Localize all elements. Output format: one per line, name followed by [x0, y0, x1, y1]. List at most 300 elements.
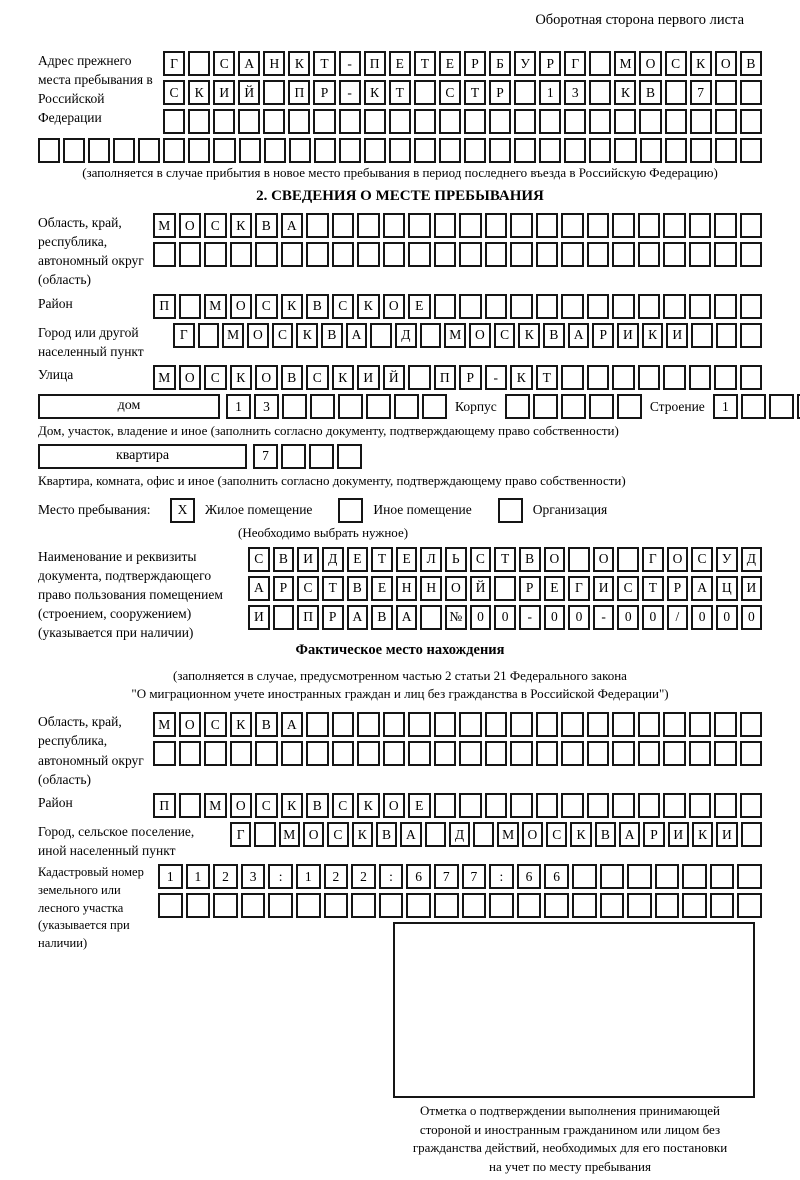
char-cell[interactable]: Н [263, 51, 285, 76]
char-cell[interactable]: Н [420, 576, 442, 601]
char-cell[interactable] [561, 394, 586, 419]
char-cell[interactable]: И [668, 822, 689, 847]
char-cell[interactable] [612, 712, 635, 737]
char-cell[interactable] [339, 109, 361, 134]
char-cell[interactable] [638, 213, 661, 238]
char-cell[interactable] [714, 712, 737, 737]
char-cell[interactable]: Д [322, 547, 344, 572]
char-cell[interactable] [740, 242, 763, 267]
char-cell[interactable] [682, 864, 707, 889]
char-cell[interactable] [485, 712, 508, 737]
char-cell[interactable] [434, 294, 457, 319]
char-cell[interactable] [689, 213, 712, 238]
char-cell[interactable]: О [639, 51, 661, 76]
char-cell[interactable] [188, 138, 210, 163]
char-cell[interactable] [383, 712, 406, 737]
char-cell[interactable]: - [339, 80, 361, 105]
char-cell[interactable] [715, 109, 737, 134]
char-cell[interactable] [689, 712, 712, 737]
char-cell[interactable]: М [614, 51, 636, 76]
char-cell[interactable] [689, 365, 712, 390]
char-cell[interactable]: А [238, 51, 260, 76]
char-cell[interactable] [710, 864, 735, 889]
char-cell[interactable] [612, 365, 635, 390]
char-cell[interactable] [383, 741, 406, 766]
char-cell[interactable] [485, 213, 508, 238]
char-cell[interactable]: У [514, 51, 536, 76]
char-cell[interactable]: С [327, 822, 348, 847]
char-cell[interactable] [186, 893, 211, 918]
char-cell[interactable] [663, 365, 686, 390]
char-cell[interactable] [153, 741, 176, 766]
char-cell[interactable]: Р [464, 51, 486, 76]
char-cell[interactable] [600, 893, 625, 918]
char-cell[interactable]: Г [642, 547, 664, 572]
char-cell[interactable]: Е [347, 547, 369, 572]
char-cell[interactable] [639, 109, 661, 134]
char-cell[interactable] [332, 712, 355, 737]
char-cell[interactable]: К [518, 323, 540, 348]
char-cell[interactable] [241, 893, 266, 918]
char-cell[interactable]: 0 [716, 605, 738, 630]
char-cell[interactable] [425, 822, 446, 847]
char-cell[interactable] [263, 80, 285, 105]
char-cell[interactable]: Р [322, 605, 344, 630]
char-cell[interactable]: И [213, 80, 235, 105]
char-cell[interactable] [690, 138, 712, 163]
char-cell[interactable] [255, 242, 278, 267]
char-cell[interactable] [306, 741, 329, 766]
char-cell[interactable]: В [519, 547, 541, 572]
char-cell[interactable]: С [332, 294, 355, 319]
char-cell[interactable]: А [346, 323, 368, 348]
char-cell[interactable] [587, 242, 610, 267]
char-cell[interactable]: 6 [406, 864, 431, 889]
char-cell[interactable] [163, 109, 185, 134]
char-cell[interactable] [332, 213, 355, 238]
char-cell[interactable]: И [593, 576, 615, 601]
char-cell[interactable] [561, 793, 584, 818]
char-cell[interactable]: : [268, 864, 293, 889]
char-cell[interactable] [230, 741, 253, 766]
char-cell[interactable]: Е [408, 793, 431, 818]
char-cell[interactable]: О [469, 323, 491, 348]
char-cell[interactable]: К [296, 323, 318, 348]
char-cell[interactable]: К [230, 213, 253, 238]
char-cell[interactable]: С [665, 51, 687, 76]
char-cell[interactable]: Д [741, 547, 763, 572]
char-cell[interactable] [422, 394, 447, 419]
char-cell[interactable] [572, 893, 597, 918]
char-cell[interactable]: - [519, 605, 541, 630]
char-cell[interactable] [408, 741, 431, 766]
char-cell[interactable]: К [188, 80, 210, 105]
char-cell[interactable]: 6 [544, 864, 569, 889]
char-cell[interactable]: № [445, 605, 467, 630]
char-cell[interactable] [289, 138, 311, 163]
char-cell[interactable] [710, 893, 735, 918]
char-cell[interactable] [63, 138, 85, 163]
char-cell[interactable]: А [400, 822, 421, 847]
char-cell[interactable]: Г [564, 51, 586, 76]
char-cell[interactable] [464, 109, 486, 134]
char-cell[interactable] [434, 213, 457, 238]
char-cell[interactable] [238, 109, 260, 134]
char-cell[interactable] [589, 80, 611, 105]
char-cell[interactable] [366, 394, 391, 419]
char-cell[interactable]: О [179, 213, 202, 238]
char-cell[interactable]: Р [519, 576, 541, 601]
char-cell[interactable]: 1 [713, 394, 738, 419]
char-cell[interactable] [714, 213, 737, 238]
char-cell[interactable]: К [281, 294, 304, 319]
char-cell[interactable] [485, 793, 508, 818]
char-cell[interactable]: : [379, 864, 404, 889]
char-cell[interactable]: Т [464, 80, 486, 105]
char-cell[interactable]: П [364, 51, 386, 76]
char-cell[interactable]: 0 [568, 605, 590, 630]
char-cell[interactable] [408, 365, 431, 390]
char-cell[interactable] [179, 741, 202, 766]
char-cell[interactable] [740, 365, 763, 390]
char-cell[interactable] [254, 822, 275, 847]
char-cell[interactable]: 0 [741, 605, 763, 630]
char-cell[interactable]: 0 [494, 605, 516, 630]
char-cell[interactable]: В [543, 323, 565, 348]
char-cell[interactable] [663, 294, 686, 319]
char-cell[interactable] [357, 712, 380, 737]
char-cell[interactable] [379, 893, 404, 918]
char-cell[interactable] [389, 109, 411, 134]
char-cell[interactable] [406, 893, 431, 918]
char-cell[interactable] [587, 741, 610, 766]
char-cell[interactable] [153, 242, 176, 267]
char-cell[interactable]: С [204, 712, 227, 737]
char-cell[interactable] [179, 242, 202, 267]
char-cell[interactable]: В [347, 576, 369, 601]
char-cell[interactable] [38, 138, 60, 163]
char-cell[interactable] [510, 741, 533, 766]
char-cell[interactable]: Г [230, 822, 251, 847]
char-cell[interactable] [587, 365, 610, 390]
checkbox-organizatsiya[interactable] [498, 498, 523, 523]
char-cell[interactable]: Г [568, 576, 590, 601]
char-cell[interactable] [514, 109, 536, 134]
char-cell[interactable]: Д [449, 822, 470, 847]
char-cell[interactable]: Г [163, 51, 185, 76]
char-cell[interactable]: К [614, 80, 636, 105]
char-cell[interactable]: 1 [186, 864, 211, 889]
char-cell[interactable]: 2 [351, 864, 376, 889]
char-cell[interactable] [357, 242, 380, 267]
char-cell[interactable] [689, 242, 712, 267]
char-cell[interactable] [564, 109, 586, 134]
char-cell[interactable] [638, 365, 661, 390]
char-cell[interactable] [689, 741, 712, 766]
char-cell[interactable]: Г [173, 323, 195, 348]
char-cell[interactable]: 6 [517, 864, 542, 889]
char-cell[interactable] [332, 741, 355, 766]
char-cell[interactable] [510, 242, 533, 267]
char-cell[interactable]: К [332, 365, 355, 390]
char-cell[interactable]: Р [667, 576, 689, 601]
char-cell[interactable]: В [273, 547, 295, 572]
char-cell[interactable] [589, 138, 611, 163]
char-cell[interactable]: П [153, 793, 176, 818]
char-cell[interactable] [612, 793, 635, 818]
char-cell[interactable]: Р [459, 365, 482, 390]
char-cell[interactable]: О [179, 712, 202, 737]
char-cell[interactable] [268, 893, 293, 918]
char-cell[interactable]: О [303, 822, 324, 847]
char-cell[interactable]: 2 [324, 864, 349, 889]
char-cell[interactable] [714, 365, 737, 390]
char-cell[interactable]: Л [420, 547, 442, 572]
char-cell[interactable] [617, 547, 639, 572]
char-cell[interactable] [587, 712, 610, 737]
char-cell[interactable]: В [376, 822, 397, 847]
char-cell[interactable]: К [352, 822, 373, 847]
char-cell[interactable] [510, 294, 533, 319]
char-cell[interactable] [179, 793, 202, 818]
char-cell[interactable] [408, 242, 431, 267]
char-cell[interactable] [536, 294, 559, 319]
char-cell[interactable] [617, 394, 642, 419]
char-cell[interactable]: Т [313, 51, 335, 76]
char-cell[interactable] [715, 80, 737, 105]
char-cell[interactable] [740, 741, 763, 766]
char-cell[interactable]: Е [408, 294, 431, 319]
char-cell[interactable] [188, 109, 210, 134]
char-cell[interactable]: Н [396, 576, 418, 601]
char-cell[interactable]: 1 [226, 394, 251, 419]
char-cell[interactable]: С [255, 793, 278, 818]
char-cell[interactable]: Т [414, 51, 436, 76]
char-cell[interactable] [414, 138, 436, 163]
char-cell[interactable] [408, 213, 431, 238]
char-cell[interactable] [332, 242, 355, 267]
char-cell[interactable] [638, 294, 661, 319]
char-cell[interactable]: : [489, 864, 514, 889]
char-cell[interactable]: 3 [564, 80, 586, 105]
char-cell[interactable]: 0 [691, 605, 713, 630]
char-cell[interactable]: - [485, 365, 508, 390]
char-cell[interactable]: Е [371, 576, 393, 601]
char-cell[interactable]: Й [383, 365, 406, 390]
char-cell[interactable] [306, 242, 329, 267]
char-cell[interactable] [663, 242, 686, 267]
char-cell[interactable] [414, 80, 436, 105]
char-cell[interactable] [536, 741, 559, 766]
char-cell[interactable] [370, 323, 392, 348]
char-cell[interactable] [138, 138, 160, 163]
char-cell[interactable] [273, 605, 295, 630]
char-cell[interactable] [383, 213, 406, 238]
char-cell[interactable] [533, 394, 558, 419]
char-cell[interactable] [489, 138, 511, 163]
char-cell[interactable]: В [639, 80, 661, 105]
char-cell[interactable]: С [306, 365, 329, 390]
char-cell[interactable] [665, 109, 687, 134]
char-cell[interactable]: М [497, 822, 518, 847]
char-cell[interactable] [536, 793, 559, 818]
char-cell[interactable]: О [179, 365, 202, 390]
char-cell[interactable]: С [494, 323, 516, 348]
char-cell[interactable] [179, 294, 202, 319]
char-cell[interactable] [306, 213, 329, 238]
char-cell[interactable] [740, 213, 763, 238]
char-cell[interactable] [568, 547, 590, 572]
char-cell[interactable] [612, 213, 635, 238]
char-cell[interactable] [459, 213, 482, 238]
char-cell[interactable]: Т [494, 547, 516, 572]
char-cell[interactable]: А [619, 822, 640, 847]
char-cell[interactable] [462, 893, 487, 918]
char-cell[interactable] [665, 80, 687, 105]
char-cell[interactable]: / [667, 605, 689, 630]
char-cell[interactable]: В [306, 294, 329, 319]
char-cell[interactable] [434, 893, 459, 918]
char-cell[interactable]: Й [238, 80, 260, 105]
char-cell[interactable] [600, 864, 625, 889]
char-cell[interactable] [612, 242, 635, 267]
char-cell[interactable]: Е [439, 51, 461, 76]
char-cell[interactable] [296, 893, 321, 918]
char-cell[interactable] [655, 893, 680, 918]
char-cell[interactable] [324, 893, 349, 918]
char-cell[interactable] [536, 242, 559, 267]
char-cell[interactable]: И [357, 365, 380, 390]
char-cell[interactable] [489, 109, 511, 134]
char-cell[interactable]: Б [489, 51, 511, 76]
char-cell[interactable] [459, 294, 482, 319]
char-cell[interactable] [264, 138, 286, 163]
char-cell[interactable]: О [230, 294, 253, 319]
char-cell[interactable] [473, 822, 494, 847]
char-cell[interactable] [313, 109, 335, 134]
char-cell[interactable] [439, 109, 461, 134]
char-cell[interactable] [338, 394, 363, 419]
char-cell[interactable] [714, 741, 737, 766]
char-cell[interactable] [281, 242, 304, 267]
char-cell[interactable] [614, 138, 636, 163]
char-cell[interactable]: Т [389, 80, 411, 105]
char-cell[interactable] [741, 822, 762, 847]
char-cell[interactable] [434, 712, 457, 737]
char-cell[interactable]: И [248, 605, 270, 630]
char-cell[interactable]: К [510, 365, 533, 390]
char-cell[interactable]: С [617, 576, 639, 601]
char-cell[interactable]: - [593, 605, 615, 630]
char-cell[interactable]: М [204, 793, 227, 818]
char-cell[interactable]: С [332, 793, 355, 818]
char-cell[interactable] [689, 793, 712, 818]
char-cell[interactable] [627, 864, 652, 889]
char-cell[interactable]: В [595, 822, 616, 847]
char-cell[interactable]: О [383, 793, 406, 818]
char-cell[interactable] [434, 741, 457, 766]
char-cell[interactable] [716, 323, 738, 348]
char-cell[interactable]: К [357, 793, 380, 818]
char-cell[interactable]: П [297, 605, 319, 630]
char-cell[interactable]: С [297, 576, 319, 601]
char-cell[interactable]: С [691, 547, 713, 572]
char-cell[interactable]: И [741, 576, 763, 601]
char-cell[interactable]: К [288, 51, 310, 76]
char-cell[interactable] [638, 793, 661, 818]
char-cell[interactable] [282, 394, 307, 419]
char-cell[interactable]: Е [396, 547, 418, 572]
char-cell[interactable] [310, 394, 335, 419]
char-cell[interactable]: К [357, 294, 380, 319]
char-cell[interactable]: 7 [253, 444, 278, 469]
char-cell[interactable] [714, 294, 737, 319]
char-cell[interactable]: 7 [690, 80, 712, 105]
char-cell[interactable]: А [248, 576, 270, 601]
char-cell[interactable]: Е [544, 576, 566, 601]
char-cell[interactable]: 1 [158, 864, 183, 889]
char-cell[interactable] [614, 109, 636, 134]
char-cell[interactable] [213, 138, 235, 163]
char-cell[interactable] [459, 741, 482, 766]
char-cell[interactable] [408, 712, 431, 737]
char-cell[interactable] [314, 138, 336, 163]
char-cell[interactable]: О [445, 576, 467, 601]
char-cell[interactable]: А [281, 712, 304, 737]
char-cell[interactable] [389, 138, 411, 163]
char-cell[interactable]: 1 [296, 864, 321, 889]
char-cell[interactable] [485, 242, 508, 267]
char-cell[interactable]: П [288, 80, 310, 105]
char-cell[interactable]: С [163, 80, 185, 105]
char-cell[interactable] [741, 394, 766, 419]
char-cell[interactable] [690, 109, 712, 134]
char-cell[interactable]: О [544, 547, 566, 572]
char-cell[interactable] [514, 80, 536, 105]
char-cell[interactable]: О [383, 294, 406, 319]
char-cell[interactable]: С [204, 213, 227, 238]
char-cell[interactable] [638, 242, 661, 267]
char-cell[interactable]: О [593, 547, 615, 572]
char-cell[interactable]: А [347, 605, 369, 630]
char-cell[interactable]: 0 [617, 605, 639, 630]
char-cell[interactable] [281, 741, 304, 766]
char-cell[interactable] [255, 741, 278, 766]
char-cell[interactable] [663, 213, 686, 238]
char-cell[interactable]: В [281, 365, 304, 390]
char-cell[interactable] [561, 242, 584, 267]
char-cell[interactable] [714, 793, 737, 818]
char-cell[interactable] [589, 394, 614, 419]
char-cell[interactable] [740, 294, 763, 319]
char-cell[interactable] [394, 394, 419, 419]
char-cell[interactable]: Ц [716, 576, 738, 601]
char-cell[interactable] [198, 323, 220, 348]
char-cell[interactable] [638, 712, 661, 737]
char-cell[interactable]: Е [389, 51, 411, 76]
char-cell[interactable]: Т [536, 365, 559, 390]
char-cell[interactable] [239, 138, 261, 163]
char-cell[interactable] [263, 109, 285, 134]
char-cell[interactable]: С [546, 822, 567, 847]
char-cell[interactable]: 3 [254, 394, 279, 419]
char-cell[interactable]: 2 [213, 864, 238, 889]
char-cell[interactable]: В [255, 712, 278, 737]
char-cell[interactable]: К [642, 323, 664, 348]
char-cell[interactable] [414, 109, 436, 134]
char-cell[interactable] [740, 712, 763, 737]
char-cell[interactable]: В [740, 51, 762, 76]
